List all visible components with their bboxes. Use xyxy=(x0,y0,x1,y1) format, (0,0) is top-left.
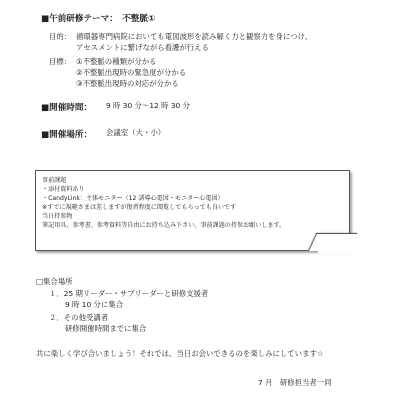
notes-line: ※すでに規範さまは差しますが復習程度に閲覧してもらっても良いです xyxy=(42,204,237,211)
meeting-item: １．25 期リーダー・サブリーダーと研修支援者 xyxy=(49,289,209,298)
page-title: ■午前研修テーマ： 不整脈① xyxy=(41,14,156,24)
place-heading: ■開催場所： xyxy=(41,130,93,140)
notes-folded-corner xyxy=(308,233,357,251)
notes-line: ・CandyLink：主体モニター（12 誘導心電図・モニター心電図） xyxy=(42,195,224,202)
meeting-item-detail: 研修開催時間までに集合 xyxy=(65,324,147,333)
meeting-item: ２．その他受講者 xyxy=(49,313,109,322)
signature: 7 月 研修担当者一同 xyxy=(258,378,332,387)
purpose-label: 目的： xyxy=(49,32,72,41)
place-value: 会議室（大・小） xyxy=(106,128,166,137)
notes-line: 当日持参物 xyxy=(42,213,73,220)
notes-line: ・添付資料あり xyxy=(42,186,85,193)
time-value: 9 時 30 分～12 時 30 分 xyxy=(106,101,190,110)
goal-item: ①不整脈の種類が分かる xyxy=(76,57,157,66)
purpose-line: アセスメントに繋げながら看護が行える xyxy=(76,43,209,52)
notes-line: 事前課題 xyxy=(42,177,67,184)
goals-label: 目標： xyxy=(49,57,72,66)
goal-item: ③不整脈出現時の対応が分かる xyxy=(76,79,179,88)
time-heading: ■開催時間： xyxy=(41,103,93,113)
goal-item: ②不整脈出現時の緊急度が分かる xyxy=(76,68,187,77)
notes-line: 筆記用具、参考書、参考資料等自由にお持ち込み下さい。事前課題の持参お願いします。 xyxy=(42,222,286,229)
notes-box xyxy=(35,170,350,251)
closing-message: 共に楽しく学び合いましょう！それでは、当日お会いできるのを楽しみにしています☆ xyxy=(36,349,324,358)
purpose-line: 循環器専門病院においても電図波形を読み解く力と観察力を身につけ、 xyxy=(76,32,313,41)
meeting-place-heading: □集合場所 xyxy=(36,277,73,286)
meeting-item-detail: 9 時 10 分に集合 xyxy=(65,300,124,309)
